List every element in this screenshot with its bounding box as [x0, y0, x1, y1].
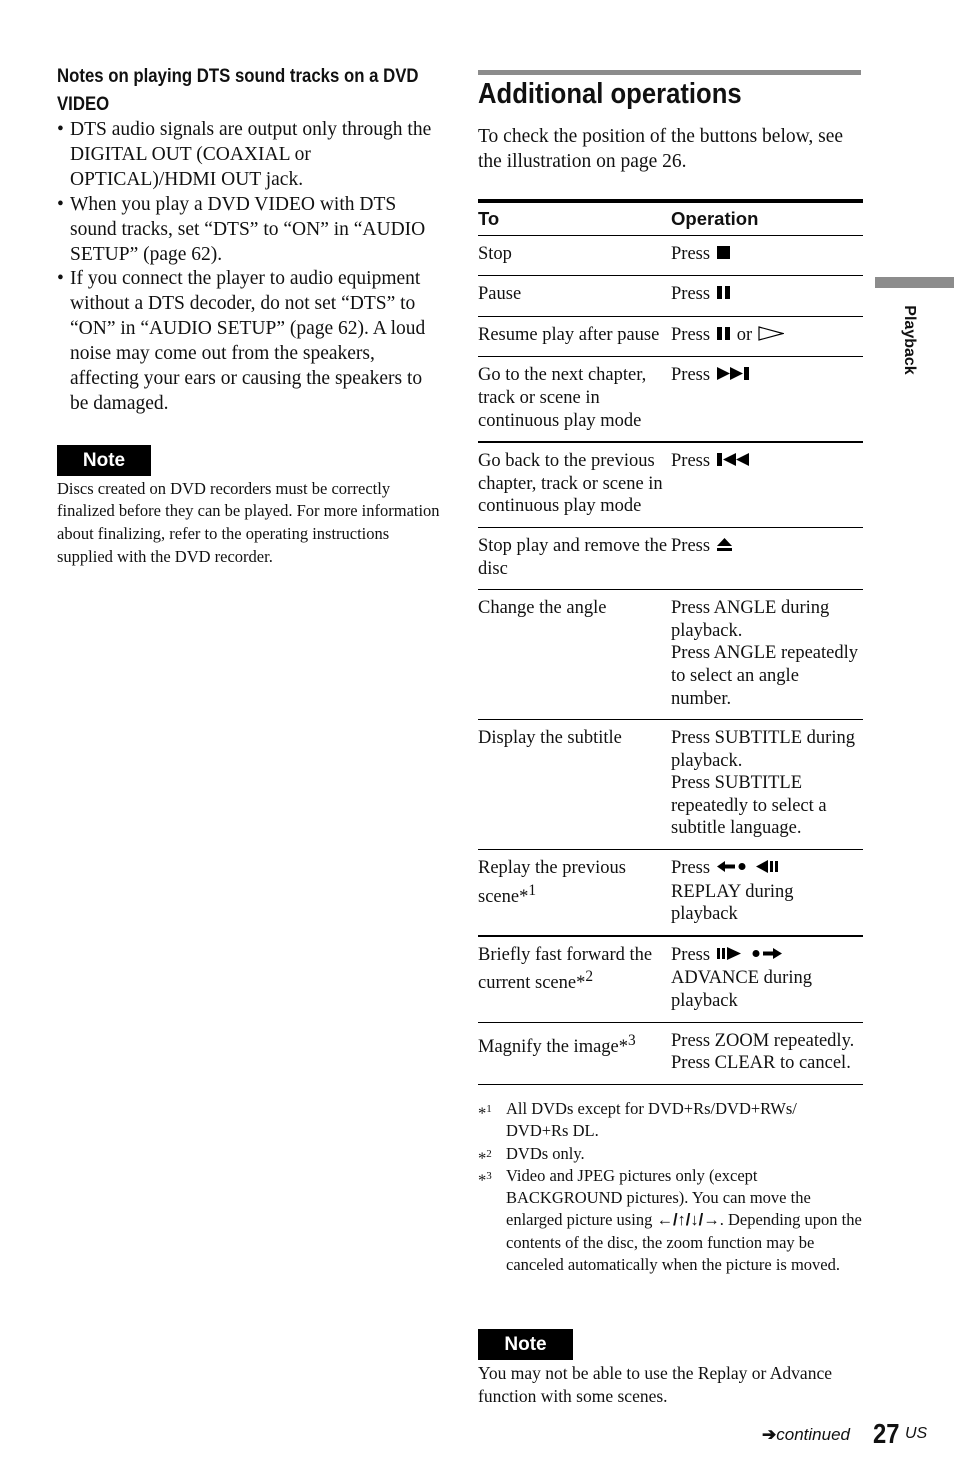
- table-row: [478, 1022, 863, 1084]
- table-row: [478, 442, 863, 527]
- op-text: Press: [671, 365, 711, 386]
- continued-text: continued: [776, 1425, 850, 1444]
- table-row: [478, 527, 863, 589]
- row-to: Stop: [478, 235, 671, 276]
- table-header-row: [478, 201, 863, 235]
- footnote-ref: 3: [628, 1031, 636, 1049]
- pause-icon: [716, 284, 732, 307]
- row-to: [478, 936, 671, 1022]
- row-to: Change the angle: [478, 590, 671, 720]
- to-text: Magnify the image*: [478, 1036, 629, 1057]
- op-text-rest: ADVANCE during playback: [671, 968, 812, 1012]
- op-text: Press: [671, 858, 711, 879]
- op-text: Press: [671, 324, 711, 345]
- footnotes: [478, 1098, 863, 1276]
- op-text: Press: [671, 535, 711, 556]
- op-text: Press: [671, 944, 711, 965]
- row-operation: [671, 442, 863, 527]
- play-icon: [758, 325, 784, 348]
- eject-icon: [716, 536, 733, 559]
- row-to: [478, 1022, 671, 1084]
- op-text-rest: REPLAY during playback: [671, 881, 794, 925]
- table-row: [478, 235, 863, 276]
- row-operation: [671, 235, 863, 276]
- next-icon: [716, 365, 752, 388]
- note-badge-2: Note: [478, 1329, 573, 1360]
- continued-indicator: [762, 1425, 850, 1445]
- bullet-text: If you connect the player to audio equipment without a DTS decoder, do not set “DTS” to “ON” in “AUDIO SETUP” (page 62). A loud noise may come out from the speakers, affecting your ears or causing the speakers to be damaged.: [70, 268, 426, 414]
- row-operation: Press SUBTITLE during playback. Press SUBTITLE repeatedly to select a subtitle language.: [671, 720, 863, 850]
- row-to: [478, 850, 671, 936]
- previous-icon: [716, 451, 752, 474]
- page-number: 27: [873, 1418, 900, 1449]
- note-badge: Note: [57, 445, 151, 476]
- op-text: Press: [671, 243, 711, 264]
- page-suffix: US: [905, 1425, 928, 1442]
- note-text-2: You may not be able to use the Replay or Advance function with some scenes.: [478, 1363, 832, 1406]
- row-operation: [671, 316, 863, 357]
- row-to: Pause: [478, 276, 671, 317]
- row-to: Display the subtitle: [478, 720, 671, 850]
- operations-table: [478, 199, 863, 1085]
- table-row: [478, 316, 863, 357]
- table-row: [478, 720, 863, 850]
- side-tab-bar: [875, 277, 954, 288]
- list-item: • If you connect the player to audio equipment without a DTS decoder, do not set “DTS” to “ON” in “AUDIO SETUP” (page 62). A loud noise may come out from the speakers, affecting your ears or causing the speakers to be damaged.: [57, 268, 426, 414]
- left-column: [57, 62, 442, 568]
- row-operation: [671, 936, 863, 1022]
- column-header-operation: Operation: [671, 201, 863, 235]
- intro-text: To check the position of the buttons below, see the illustration on page 26.: [478, 126, 844, 172]
- row-operation: Press ZOOM repeatedly. Press CLEAR to cancel.: [671, 1022, 863, 1084]
- op-text: Press: [671, 284, 711, 305]
- table-row: [478, 850, 863, 936]
- advance-icon: [716, 945, 786, 968]
- or-text: or: [736, 324, 753, 345]
- dts-notes-list: [57, 118, 442, 417]
- footnote-text: DVDs only.: [506, 1143, 585, 1163]
- list-item: • When you play a DVD VIDEO with DTS sound tracks, set “DTS” to “ON” in “AUDIO SETUP” (page 62).: [57, 193, 426, 265]
- footnote: *$^1$ All DVDs except for DVD+Rs/DVD+RWs/ DVD+Rs DL.: [478, 1099, 797, 1141]
- row-to: Resume play after pause: [478, 316, 671, 357]
- row-to: Go back to the previous chapter, track or scene in continuous play mode: [478, 442, 671, 527]
- arrow-keys-icon: ←/↑/↓/→: [656, 1211, 720, 1230]
- row-operation: [671, 850, 863, 936]
- to-text: Replay the previous scene*: [478, 858, 626, 907]
- to-text: Briefly fast forward the current scene*: [478, 944, 653, 994]
- replay-icon: [716, 858, 784, 881]
- footnote-mark: 1: [486, 1103, 492, 1115]
- bullet-text: DTS audio signals are output only through the DIGITAL OUT (COAXIAL or OPTICAL)/HDMI OUT jack.: [70, 119, 432, 190]
- pause-icon: [716, 325, 732, 348]
- op-text: Press: [671, 451, 711, 472]
- table-row: [478, 276, 863, 317]
- row-operation: Press ANGLE during playback. Press ANGLE repeatedly to select an angle number.: [671, 590, 863, 720]
- footnote: *$^2$ DVDs only.: [478, 1143, 585, 1168]
- footnote-text-cont: . Depending upon the contents of the disc, the zoom function may be canceled automatically when the picture is moved.: [506, 1210, 862, 1275]
- page-title: Additional operations: [478, 78, 742, 110]
- footnote-text: All DVDs except for DVD+Rs/DVD+RWs/ DVD+Rs DL.: [506, 1099, 797, 1141]
- footnote-ref: 2: [585, 968, 594, 986]
- bullet-text: When you play a DVD VIDEO with DTS sound tracks, set “DTS” to “ON” in “AUDIO SETUP” (page 62).: [70, 193, 426, 265]
- note-text: Discs created on DVD recorders must be correctly finalized before they can be played. For more information about finalizing, refer to the operating instructions supplied with the DVD recorder.: [57, 478, 440, 566]
- side-tab-label: Playback: [901, 305, 918, 375]
- footnote-text: Video and JPEG pictures only (except BACKGROUND pictures). You can move the enlarged picture using: [506, 1165, 811, 1230]
- arrow-right-icon: ➔: [762, 1425, 777, 1444]
- footnote-mark: 2: [486, 1147, 492, 1160]
- row-operation: [671, 527, 863, 589]
- row-operation: [671, 357, 863, 442]
- list-item: • DTS audio signals are output only through the DIGITAL OUT (COAXIAL or OPTICAL)/HDMI OUT jack.: [57, 119, 432, 190]
- row-to: Stop play and remove the disc: [478, 527, 671, 589]
- row-operation: [671, 276, 863, 317]
- dts-notes-heading: Notes on playing DTS sound tracks on a DVD VIDEO: [57, 65, 419, 115]
- footnote-mark: 3: [486, 1169, 492, 1182]
- stop-icon: [716, 244, 731, 267]
- table-row: [478, 590, 863, 720]
- column-header-to: To: [478, 201, 671, 235]
- table-row: [478, 936, 863, 1022]
- footnote: *$^3$ Video and JPEG pictures only (except BACKGROUND pictures). You can move the enlarged picture using ←/↑/↓/→. Depending upon the contents of the disc, the zoom function may be canceled automatically when the picture is moved.: [478, 1165, 862, 1275]
- row-to: Go to the next chapter, track or scene in continuous play mode: [478, 357, 671, 442]
- footnote-ref: 1: [528, 881, 537, 899]
- table-row: [478, 357, 863, 442]
